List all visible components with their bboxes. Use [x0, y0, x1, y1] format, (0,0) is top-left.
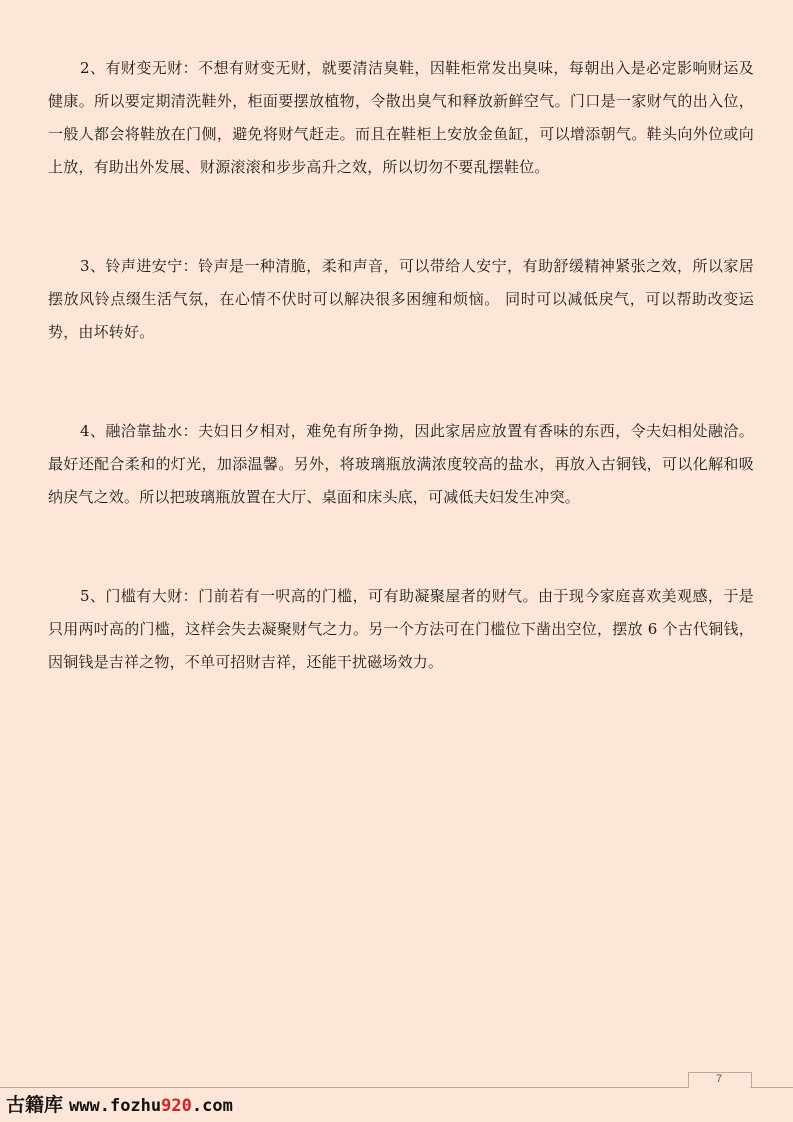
- site-url[interactable]: [69, 1096, 233, 1116]
- paragraph-shoes: 2、有财变无财：不想有财变无财，就要清洁臭鞋，因鞋柜常发出臭味，每朝出入是必定影响财运及健康。所以要定期清洗鞋外，柜面要摆放植物，令散出臭气和释放新鲜空气。门口是一家财气的出入位，一般人都会将鞋放在门侧，避免将财气赶走。而且在鞋柜上安放金鱼缸，可以增添朝气。鞋头向外位或向上放，有助出外发展、财源滚滚和步步高升之效，所以切勿不要乱摆鞋位。: [48, 59, 754, 176]
- paragraph-salt-water: 4、融洽靠盐水：夫妇日夕相对，难免有所争拗，因此家居应放置有香味的东西，令夫妇相处融洽。最好还配合柔和的灯光，加添温馨。另外，将玻璃瓶放满浓度较高的盐水，再放入古铜钱，可以化解和吸纳戾气之效。所以把玻璃瓶放置在大厅、桌面和床头底，可减低夫妇发生冲突。: [48, 422, 754, 506]
- page-number: 7: [715, 1073, 723, 1085]
- document-body: [48, 52, 754, 745]
- url-accent: 920: [161, 1096, 192, 1116]
- url-suffix: .com: [191, 1096, 233, 1116]
- paragraph-wind-chime: 3、铃声进安宁：铃声是一种清脆，柔和声音，可以带给人安宁，有助舒缓精神紧张之效，所以家居摆放风铃点缀生活气氛，在心情不伏时可以解决很多困缠和烦恼。 同时可以减低戾气，可以帮助改变运势，由坏转好。: [48, 257, 754, 341]
- url-prefix: www.fozhu: [69, 1096, 162, 1116]
- footer-divider: [0, 1087, 688, 1088]
- footer-divider-right: [750, 1087, 793, 1088]
- site-watermark[interactable]: [6, 1090, 233, 1117]
- paragraph-threshold: 5、门槛有大财：门前若有一呎高的门槛，可有助凝聚屋者的财气。由于现今家庭喜欢美观感，于是只用两吋高的门槛，这样会失去凝聚财气之力。另一个方法可在门槛位下凿出空位，摆放 6 个古代铜钱，因铜钱是吉祥之物，不单可招财吉祥，还能干扰磁场效力。: [48, 587, 754, 671]
- brand-name: 古籍库: [6, 1094, 64, 1116]
